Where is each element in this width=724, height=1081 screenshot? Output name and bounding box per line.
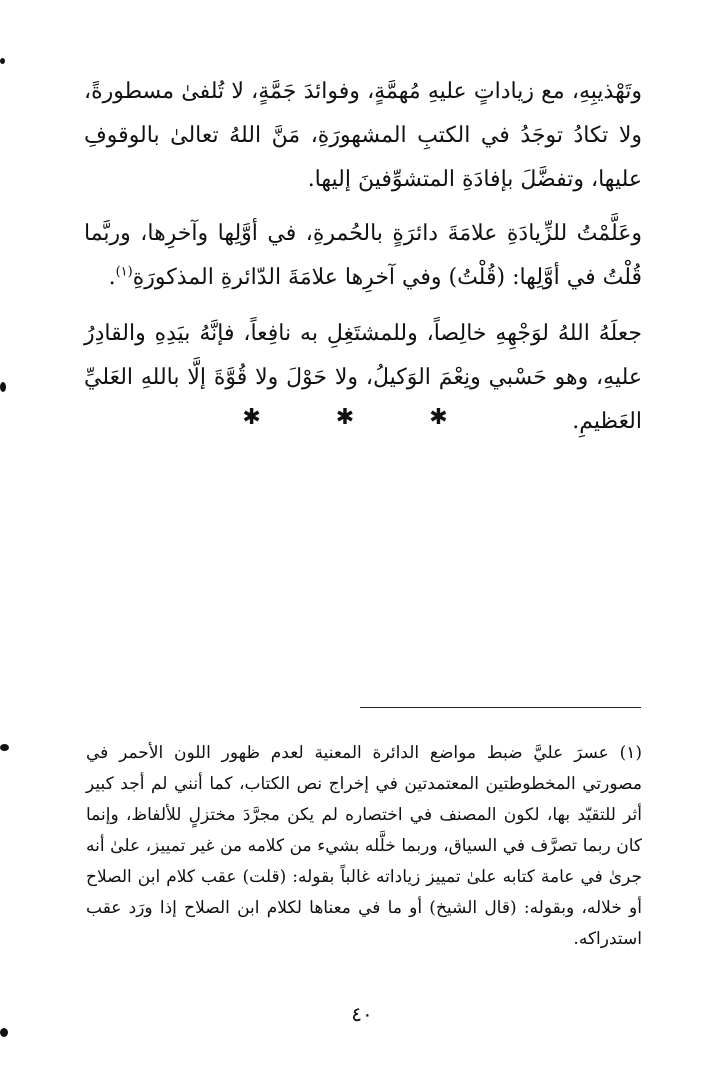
scan-edge-mark xyxy=(0,382,6,392)
paragraph: وتَهْذيبِهِ، مع زياداتٍ عليهِ مُهمَّةٍ، وفوائدَ جَمَّةٍ، لا تُلفىٰ مسطورةً، ولا تكادُ توجَدُ في الكتبِ المشهورَةِ، مَنَّ اللهُ تعالىٰ بالوقوفِ عليها، وتفضَّلَ بإفادَةِ المتشوِّفينَ إليها. xyxy=(84,79,642,192)
scan-edge-mark xyxy=(0,744,9,751)
main-text xyxy=(84,70,642,444)
page-number: ٤٠ xyxy=(351,1002,373,1026)
paragraph-text: وعَلَّمْتُ للزِّيادَةِ علامَةَ دائرَةٍ بالحُمرةِ، في أوَّلِها وآخرِها، وربَّما قُلْتُ في أوَّلِها: (قُلْتُ) وفي آخرِها علامَةَ الدّائرةِ المذكورَةِ xyxy=(84,221,642,290)
footnote-separator xyxy=(360,707,641,708)
paragraph: وعَلَّمْتُ للزِّيادَةِ علامَةَ دائرَةٍ بالحُمرةِ، في أوَّلِها وآخرِها، وربَّما قُلْتُ في أوَّلِها: (قُلْتُ) وفي آخرِها علامَةَ الدّائرةِ المذكورَةِ$^{(١)}$. xyxy=(84,221,642,290)
footnote: (١) عسرَ عليَّ ضبط مواضع الدائرة المعنية لعدم ظهور اللون الأحمر في مصورتي المخطوطتين المعتمدتين في إخراج نص الكتاب، كما أنني لم أجد كبير أثر للتقيّد بها، لكون المصنف في اختصاره لم يكن مجرَّدَ مختزلٍ للألفاظ، وإنما كان ربما تصرَّف في السياق، وربما خلَّله بشيء من كلامه من غير تمييز، علىٰ أنه جرىٰ في عامة كتابه علىٰ تمييز زياداته غالباً بقوله: (قلت) عقب كلام ابن الصلاح أو خلاله، وبقوله: (قال الشيخ) أو ما في معناها لكلام ابن الصلاح إذا ورَد عقب استدراكه. xyxy=(86,743,642,949)
scan-edge-mark xyxy=(0,1028,8,1037)
scan-edge-mark xyxy=(0,58,5,64)
section-ornament: ✱ ✱ ✱ xyxy=(242,405,482,430)
footnote-reference: (١) xyxy=(115,264,133,280)
paragraph: جعلَهُ اللهُ لوَجْهِهِ خالِصاً، وللمشتَغِلِ به نافِعاً، فإنَّهُ بيَدِهِ والقادِرُ عليهِ، وهو حَسْبي ونِعْمَ الوَكيلُ، ولا حَوْلَ ولا قُوَّةَ إلَّا باللهِ العَليِّ العَظيمِ. xyxy=(84,321,642,434)
